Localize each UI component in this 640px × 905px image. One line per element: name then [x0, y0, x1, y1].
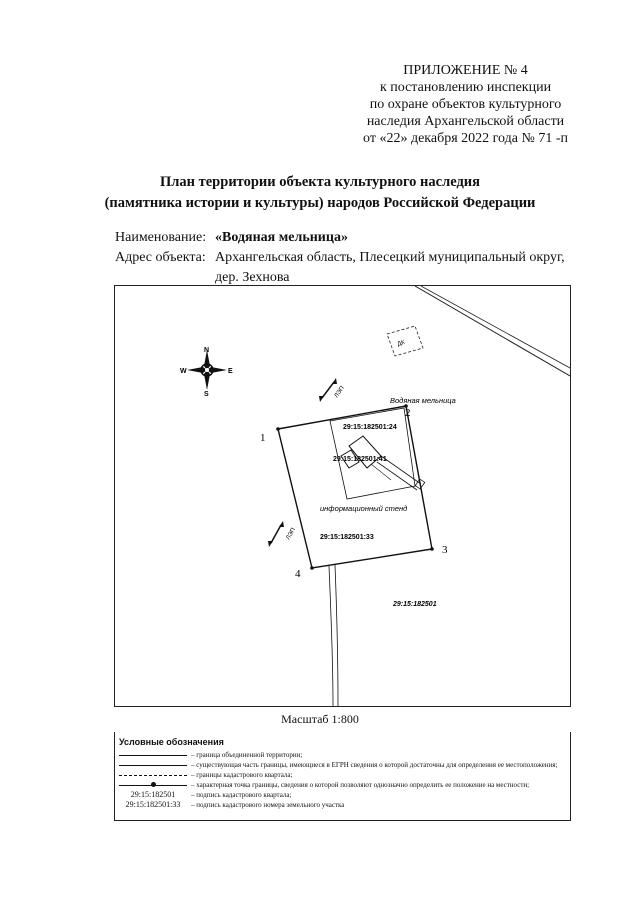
parcel-label-24: 29:15:182501:24 — [343, 424, 397, 431]
boundary-point — [276, 427, 280, 431]
parcel-label-41: 29:15:182501:41 — [333, 456, 387, 463]
map-scale: Масштаб 1:800 — [281, 712, 359, 726]
document-title — [0, 172, 640, 214]
legend-sym-quarter: 29:15:182501 — [130, 790, 176, 799]
title-line-1: План территории объекта культурного наследия — [159, 174, 480, 190]
legend-item: – граница объединенной территории; — [119, 750, 302, 760]
legend-title: Условные обозначения — [119, 737, 224, 747]
boundary-point — [430, 547, 434, 551]
parcel-label-33: 29:15:182501:33 — [320, 534, 374, 541]
compass-w: W — [180, 368, 187, 375]
mill-building — [341, 436, 425, 490]
leader-line — [371, 464, 391, 480]
site-plan-map — [114, 285, 571, 707]
point-label-1: 1 — [260, 432, 266, 444]
object-label: Водяная мельница — [390, 396, 456, 405]
legend-item: 29:15:182501:33 – подпись кадастрового номера земельного участка — [119, 800, 344, 810]
name-row — [115, 228, 565, 248]
compass-n: N — [204, 347, 210, 354]
appendix-date: от «22» декабря 2022 года № 71 -п — [363, 131, 568, 146]
legend-item: – характерная точка границы, сведения о которой позволяют однозначно определить ее положение на местности; — [119, 780, 529, 790]
legend-item: – границы кадастрового квартала; — [119, 770, 292, 780]
name-label: Наименование: — [115, 230, 207, 245]
power-line-label: ЛЭП — [333, 385, 346, 400]
title-line-2: (памятника истории и культуры) народов Российской Федерации — [104, 195, 536, 211]
point-label-4: 4 — [295, 568, 301, 580]
quarter-label: 29:15:182501 — [393, 601, 437, 608]
object-fields — [115, 228, 565, 288]
road-line — [415, 286, 570, 376]
legend-item: – существующая часть границы, имеющиеся в ЕГРН сведения о которой достаточны для определения ее местоположения; — [119, 760, 557, 770]
address-label: Адрес объекта: — [115, 250, 206, 265]
address-value-1: Архангельская область, Плесецкий муниципальный округ, — [215, 250, 565, 265]
building-dk — [387, 326, 423, 356]
appendix-line: к постановлению инспекции — [379, 80, 552, 95]
info-stand-label: информационный стенд — [320, 504, 408, 513]
appendix-number: ПРИЛОЖЕНИЕ № 4 — [403, 63, 528, 78]
point-label-3: 3 — [442, 544, 448, 556]
boundary-point — [310, 566, 314, 570]
appendix-header — [363, 62, 568, 147]
appendix-line: наследия Архангельской области — [366, 114, 565, 129]
legend-sym-parcel: 29:15:182501:33 — [125, 800, 181, 809]
power-line-arrow-bottom — [268, 521, 297, 547]
power-line-label: ЛЭП — [285, 527, 298, 541]
legend-item: 29:15:182501 – подпись кадастрового квартала; — [119, 790, 291, 800]
name-value: «Водяная мельница» — [215, 230, 348, 245]
compass-s: S — [204, 391, 209, 398]
road-line — [421, 286, 570, 368]
parcel-boundary-24 — [330, 408, 415, 499]
power-line-arrow-top — [319, 378, 346, 402]
address-row — [115, 248, 565, 268]
legend — [114, 732, 571, 821]
building-label: ДК — [396, 339, 406, 348]
appendix-line: по охране объектов культурного — [369, 97, 562, 112]
creek — [329, 565, 338, 706]
compass-rose-icon — [180, 347, 233, 398]
point-label-2: 2 — [405, 407, 411, 419]
compass-e: E — [228, 368, 233, 375]
address-value-2: дер. Зехнова — [215, 270, 290, 285]
